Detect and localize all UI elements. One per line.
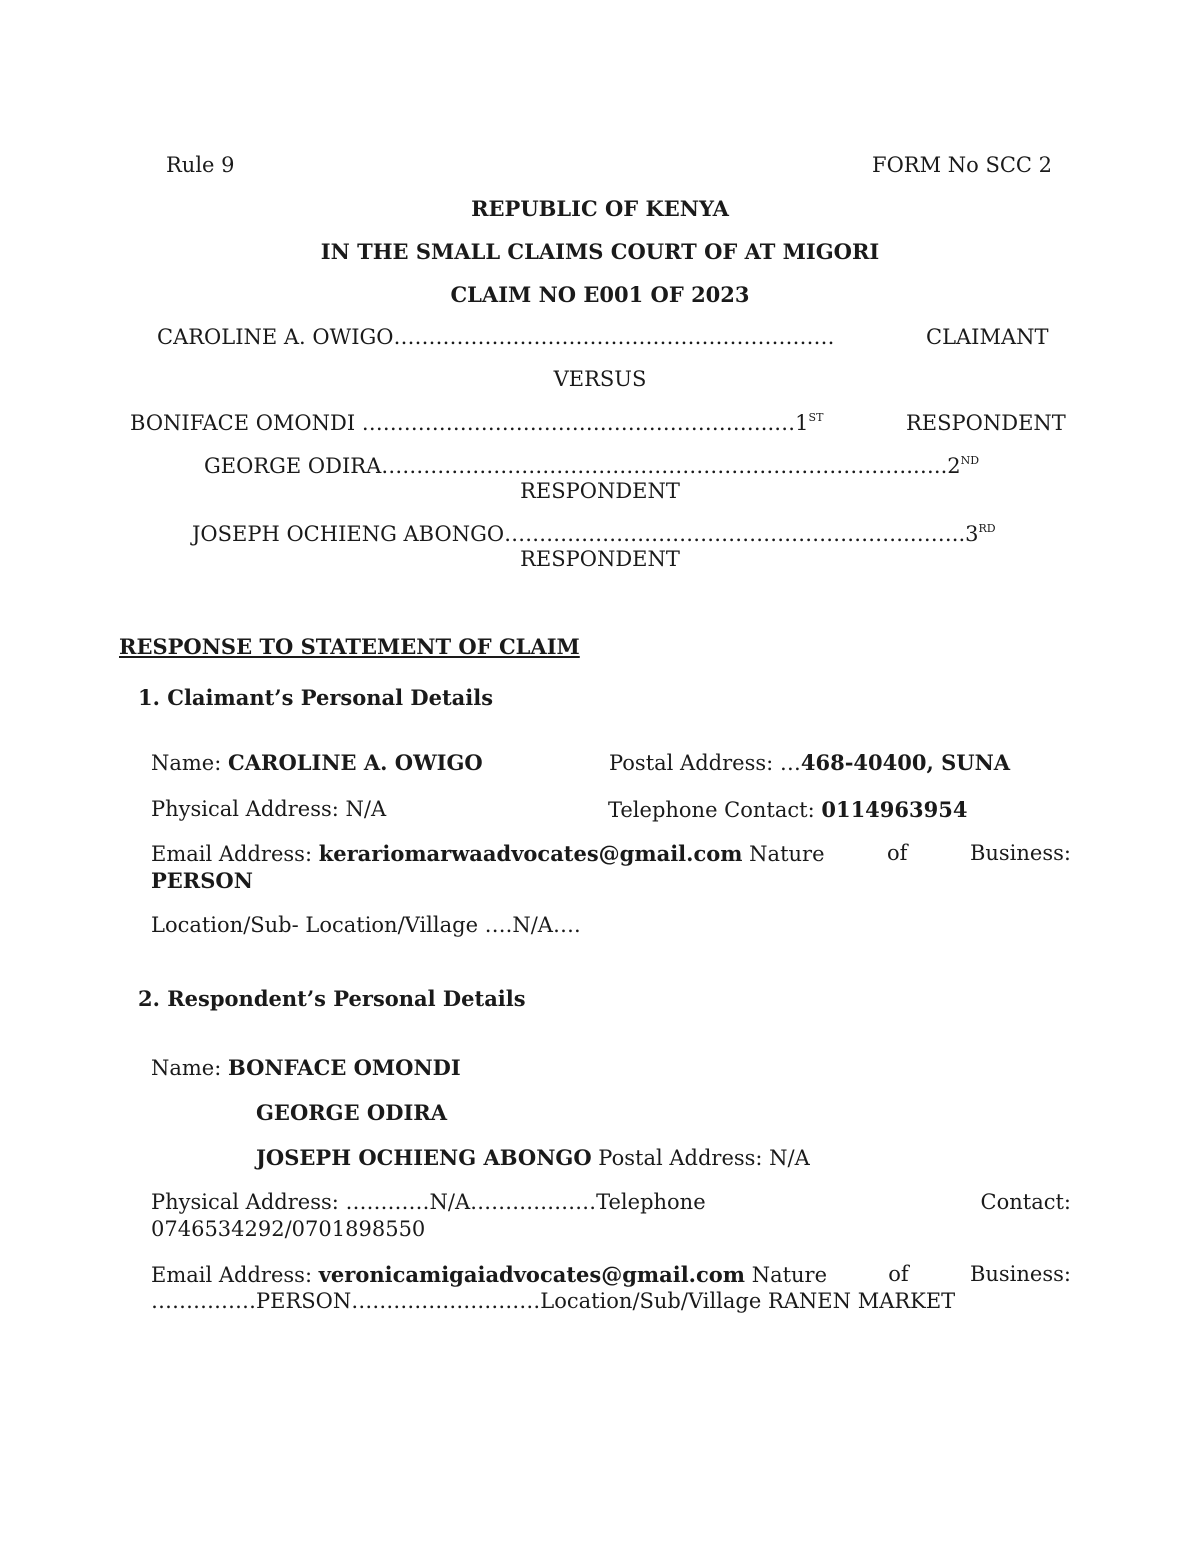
respondent-nature-location: ……………PERSON………………………Location/Sub/Village RANEN MARKET <box>151 1289 956 1313</box>
respondent-3-role: RESPONDENT <box>520 547 680 571</box>
respondent-details-heading: 2. Respondent’s Personal Details <box>138 986 526 1011</box>
versus-label: VERSUS <box>553 367 647 391</box>
claimant-nature-of-business: PERSON <box>151 868 253 893</box>
respondent-phones: 0746534292/0701898550 <box>151 1217 426 1241</box>
respondent-name-1: Name: BONFACE OMONDI <box>151 1055 461 1080</box>
respondent-1-text: BONIFACE OMONDI …………………………………………………..…1 <box>130 411 809 435</box>
respondent-2-ordinal: ND <box>960 454 980 467</box>
respondent-name-3 <box>256 1144 810 1172</box>
respondent-physical-address: Physical Address: …………N/A………………Telephone <box>151 1190 706 1214</box>
respondent-name-3-value: JOSEPH OCHIENG ABONGO <box>256 1145 592 1170</box>
form-number: FORM No SCC 2 <box>872 153 1053 177</box>
respondent-1-ordinal: ST <box>808 411 824 424</box>
respondent-3-ordinal: RD <box>978 522 996 535</box>
respondent-1-line <box>130 410 823 437</box>
respondent-2-role: RESPONDENT <box>520 479 680 503</box>
respondent-email-value: veronicamigaiadvocates@gmail.com <box>318 1262 746 1287</box>
rule-label: Rule 9 <box>166 153 235 177</box>
respondent-contact-label: Contact: <box>980 1190 1071 1214</box>
claimant-postal-value: 468-40400, SUNA <box>800 750 1011 775</box>
claimant-postal-address: Postal Address: …468-40400, SUNA <box>609 750 1011 775</box>
claimant-details-heading: 1. Claimant’s Personal Details <box>138 685 494 710</box>
claimant-email-value: kerariomarwaadvocates@gmail.com <box>318 841 743 866</box>
respondent-3-line <box>192 521 996 548</box>
respondent-2-text: GEORGE ODIRA………………………………………………………………….…..2 <box>204 454 961 478</box>
respondent-name-1-value: BONFACE OMONDI <box>228 1055 461 1080</box>
claimant-telephone-value: 0114963954 <box>821 797 968 822</box>
respondent-1-role: RESPONDENT <box>906 411 1066 435</box>
claimant-name: Name: CAROLINE A. OWIGO <box>151 750 483 775</box>
claimant-email-row: Email Address: kerariomarwaadvocates@gmail.com Nature of Business: <box>151 841 1071 866</box>
claimant-telephone: Telephone Contact: 0114963954 <box>608 797 968 822</box>
respondent-email-row: Email Address: veronicamigaiadvocates@gmail.com Nature of Business: <box>151 1262 1071 1287</box>
claimant-name-value: CAROLINE A. OWIGO <box>228 750 483 775</box>
respondent-2-line <box>204 453 979 480</box>
claimant-location: Location/Sub- Location/Village ….N/A…. <box>151 913 581 937</box>
claim-number: CLAIM NO E001 OF 2023 <box>450 282 750 307</box>
claimant-physical-address: Physical Address: N/A <box>151 797 387 821</box>
court-title: IN THE SMALL CLAIMS COURT OF AT MIGORI <box>320 239 880 264</box>
republic-title: REPUBLIC OF KENYA <box>471 196 729 221</box>
claimant-role: CLAIMANT <box>926 325 1049 349</box>
respondent-3-text: JOSEPH OCHIENG ABONGO………………………………………………….……..3 <box>192 522 979 546</box>
claimant-party-line: CAROLINE A. OWIGO……………………………………………………… <box>157 325 835 349</box>
respondent-physical-row <box>151 1189 1071 1216</box>
respondent-postal-address: Postal Address: N/A <box>591 1146 810 1170</box>
respondent-name-2: GEORGE ODIRA <box>256 1100 448 1125</box>
response-title: RESPONSE TO STATEMENT OF CLAIM <box>119 634 580 659</box>
